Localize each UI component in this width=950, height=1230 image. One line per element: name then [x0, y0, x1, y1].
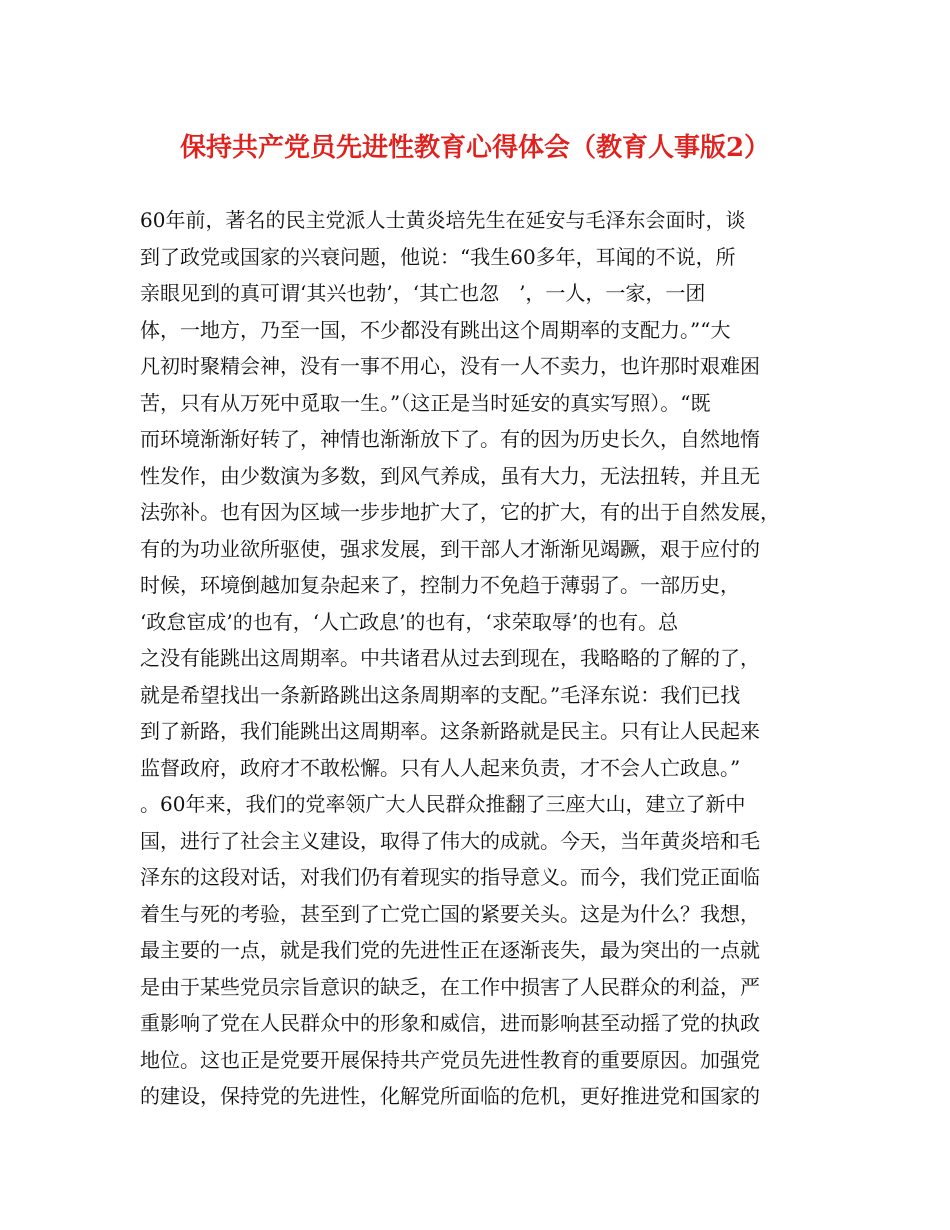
body-line: 到了政党或国家的兴衰问题，他说：“我生60多年，耳闻的不说，所 [140, 244, 736, 269]
body-line: 苦，只有从万死中觅取一生。”（这正是当时延安的真实写照）。“既 [140, 390, 711, 415]
body-line: 是由于某些党员宗旨意识的缺乏，在工作中损害了人民群众的利益，严 [140, 974, 760, 999]
body-line: 。60年来，我们的党率领广大人民群众推翻了三座大山，建立了新中 [140, 792, 746, 816]
body-line: 之没有能跳出这周期率。中共诸君从过去到现在，我略略的了解的了， [140, 646, 760, 670]
body-line: 监督政府，政府才不敢松懈。只有人人起来负责，才不会人亡政息。” [140, 755, 741, 780]
body-line: 的建设，保持党的先进性，化解党所面临的危机，更好推进党和国家的 [140, 1084, 760, 1108]
body-line: 性发作，由少数演为多数，到风气养成，虽有大力，无法扭转，并且无 [140, 463, 760, 488]
body-line: 着生与死的考验，甚至到了亡党亡国的紧要关头。这是为什么？我想， [140, 901, 760, 926]
body-line: 国，进行了社会主义建设，取得了伟大的成就。今天，当年黄炎培和毛 [140, 828, 760, 853]
body-line: 亲眼见到的真可谓‘其兴也勃’，‘其亡也忽 ’，一人，一家，一团 [140, 281, 706, 305]
body-line: 而环境渐渐好转了，神情也渐渐放下了。有的因为历史长久，自然地惰 [140, 427, 760, 451]
body-line: ‘政怠宦成’的也有，‘人亡政息’的也有，‘求荣取辱’的也有。总 [140, 609, 679, 634]
body-line: 泽东的这段对话，对我们仍有着现实的指导意义。而今，我们党正面临 [140, 865, 760, 889]
body-line: 时候，环境倒越加复杂起来了，控制力不免趋于薄弱了。一部历史， [140, 573, 740, 597]
document-title: 保持共产党员先进性教育心得体会（教育人事版2） [179, 133, 771, 163]
body-line: 凡初时聚精会神，没有一事不用心，没有一人不卖力，也许那时艰难困 [140, 354, 760, 378]
body-line: 有的为功业欲所驱使，强求发展，到干部人才渐渐见竭蹶，艰于应付的 [140, 536, 760, 561]
body-line: 60年前，著名的民主党派人士黄炎培先生在延安与毛泽东会面时，谈 [140, 208, 746, 232]
body-line: 到了新路，我们能跳出这周期率。这条新路就是民主。只有让人民起来 [140, 719, 760, 743]
body-line: 最主要的一点，就是我们党的先进性正在逐渐丧失，最为突出的一点就 [140, 938, 760, 962]
body-line: 法弥补。也有因为区域一步步地扩大了，它的扩大，有的出于自然发展， [140, 500, 780, 524]
body-line: 重影响了党在人民群众中的形象和威信，进而影响甚至动摇了党的执政 [140, 1011, 760, 1035]
body-line: 就是希望找出一条新路跳出这条周期率的支配。”毛泽东说：我们已找 [140, 682, 741, 707]
body-line: 地位。这也正是党要开展保持共产党员先进性教育的重要原因。加强党 [140, 1047, 760, 1072]
body-line: 体，一地方，乃至一国，不少都没有跳出这个周期率的支配力。”“大 [140, 317, 731, 342]
document-body [140, 202, 840, 1115]
